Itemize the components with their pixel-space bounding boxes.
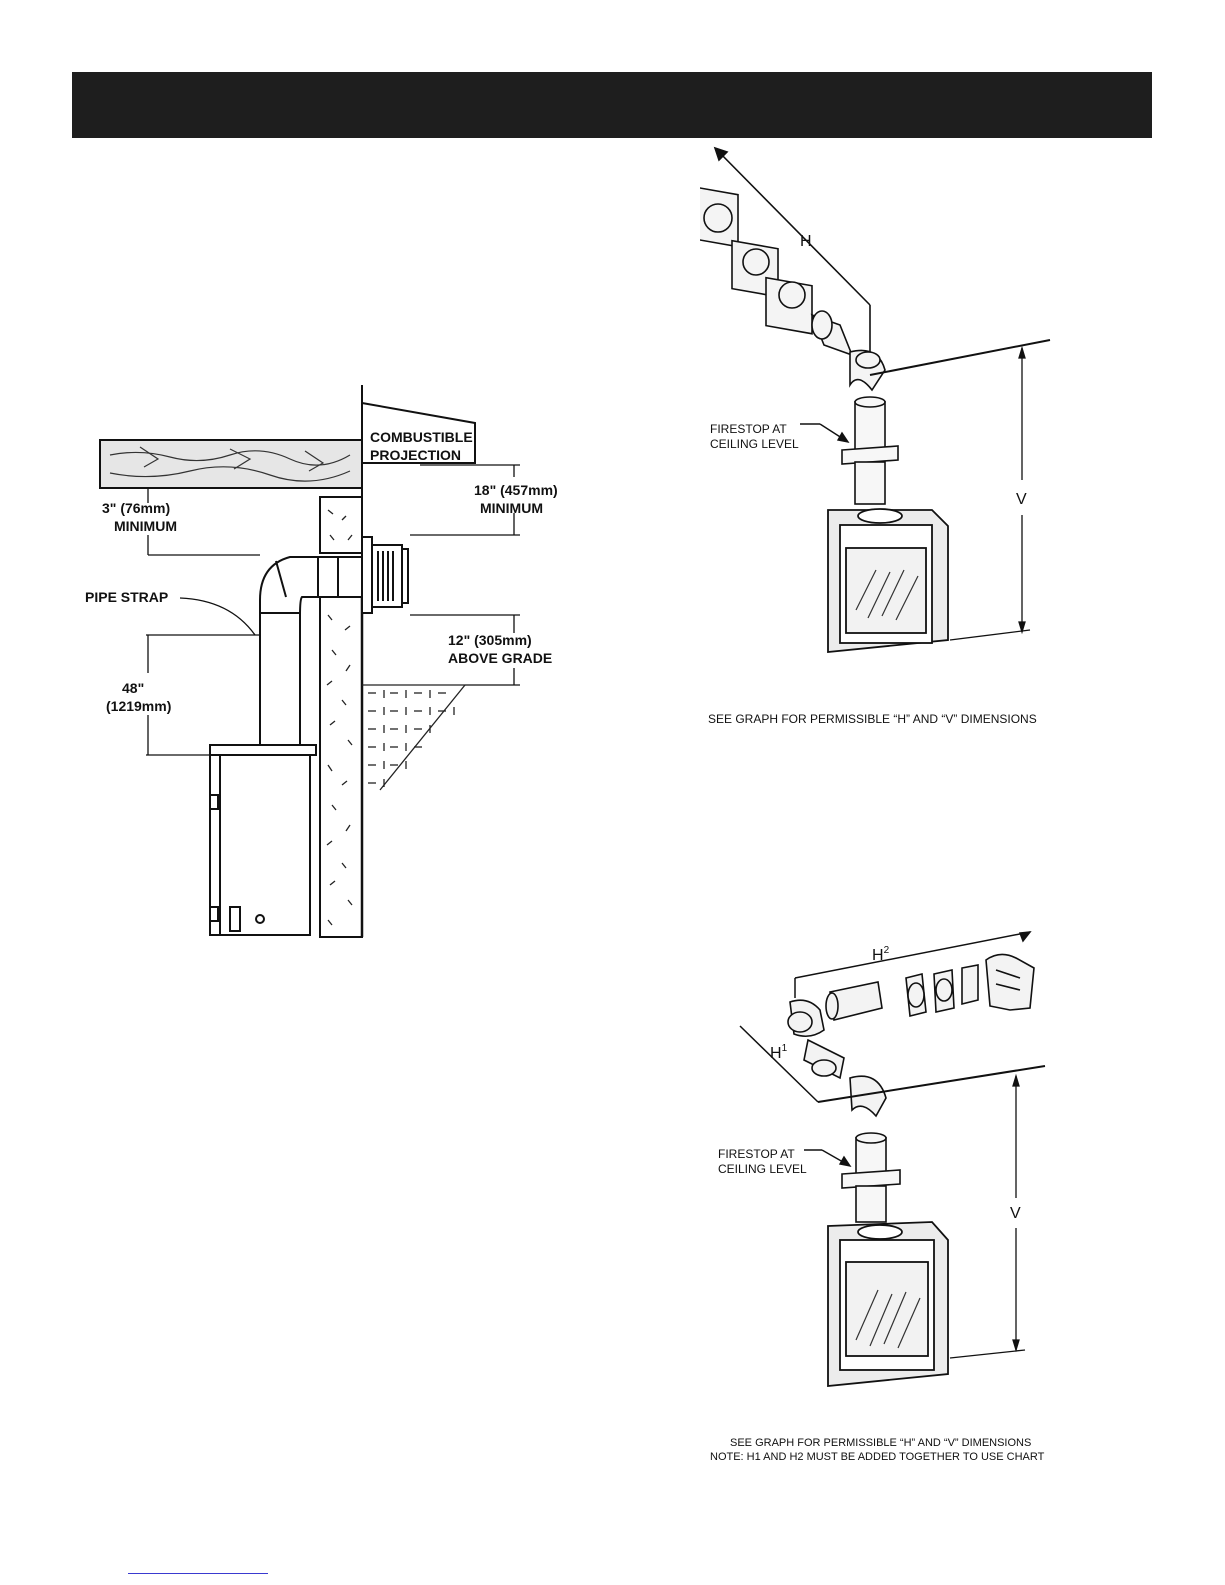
side-installation-diagram: [80, 385, 580, 945]
firestop-label-4: CEILING LEVEL: [718, 1162, 807, 1176]
vertical-pipe: [842, 397, 898, 504]
top-right-caption: SEE GRAPH FOR PERMISSIBLE “H” AND “V” DIMENSIONS: [708, 712, 1037, 726]
vent-components: [788, 954, 1034, 1116]
bottom-right-caption-2: NOTE: H1 AND H2 MUST BE ADDED TOGETHER TO USE CHART: [710, 1451, 1045, 1463]
bottom-right-caption-1: SEE GRAPH FOR PERMISSIBLE “H” AND “V” DIMENSIONS: [730, 1437, 1032, 1449]
firestop-label-1: FIRESTOP AT: [710, 422, 787, 436]
firestop-callout-2: [804, 1150, 850, 1166]
h1-h2-vent-diagram: [700, 930, 1080, 1470]
h-label: H: [800, 233, 812, 250]
above-grade-label-2: ABOVE GRADE: [448, 650, 553, 666]
v-label-2: V: [1010, 1205, 1021, 1222]
h2-label: $H^2$: [872, 945, 890, 964]
pipe-strap-label: PIPE STRAP: [85, 589, 169, 605]
combustible-beam: [100, 440, 362, 488]
clearance-side-label-2: MINIMUM: [114, 518, 177, 534]
h1-dimension: [740, 1026, 818, 1102]
strap-height-label-1: 48": [122, 680, 145, 696]
header-banner: [72, 72, 1152, 138]
strap-height-label-2: (1219mm): [106, 698, 172, 714]
vertical-vent-diagram: [700, 140, 1080, 740]
v-label: V: [1016, 491, 1027, 508]
clearance-top-label-1: 18" (457mm): [474, 482, 558, 498]
clearance-side-label-1: 3" (76mm): [102, 500, 171, 516]
firestop-label-2: CEILING LEVEL: [710, 437, 799, 451]
fireplace-unit-top: [828, 509, 948, 652]
fireplace-unit-bottom: [828, 1222, 948, 1386]
above-grade-label-1: 12" (305mm): [448, 632, 532, 648]
h1-label: $H^1$: [770, 1043, 788, 1062]
termination-components: [700, 186, 885, 390]
footer-underline: [128, 1573, 268, 1574]
firestop-label-3: FIRESTOP AT: [718, 1147, 795, 1161]
clearance-top-label-2: MINIMUM: [480, 500, 543, 516]
ground-hatching: [362, 685, 465, 790]
firestop-callout: [800, 424, 848, 442]
termination-cap: [362, 537, 408, 613]
combustible-projection-label-1: COMBUSTIBLE: [370, 429, 473, 445]
fireplace-unit: [210, 745, 316, 935]
combustible-projection-label-2: PROJECTION: [370, 447, 462, 463]
vertical-pipe-2: [842, 1133, 900, 1222]
